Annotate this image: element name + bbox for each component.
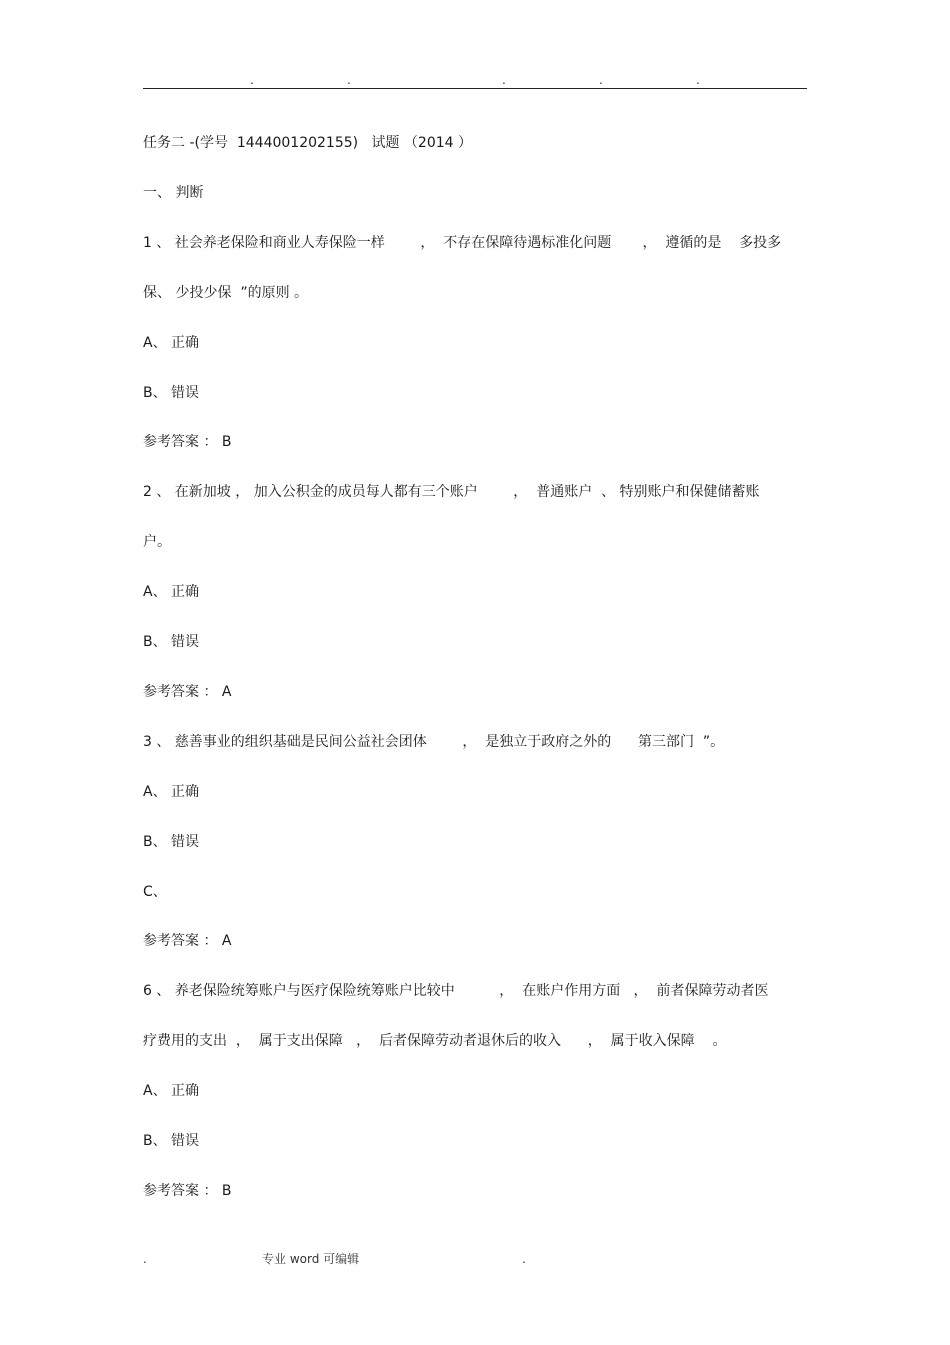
header-dot: . [347, 73, 351, 87]
question-text: 6 、 养老保险统筹账户与医疗保险统筹账户比较中 ， 在账户作用方面 ， 前者保障劳动者医 [143, 983, 769, 999]
option-b: B、 错误 [143, 834, 200, 850]
option-a: A、 正确 [143, 584, 200, 600]
header-rule [143, 88, 807, 89]
header-dot: . [696, 73, 700, 87]
footer-right-dot: . [522, 1252, 526, 1266]
option-b: B、 错误 [143, 634, 200, 650]
footer-left-dot: . [143, 1252, 147, 1266]
option-b: B、 错误 [143, 385, 200, 401]
option-c: C、 [143, 884, 167, 900]
header-dot: . [502, 73, 506, 87]
section-heading: 一、 判断 [143, 185, 204, 201]
question-text: 3 、 慈善事业的组织基础是民间公益社会团体 ， 是独立于政府之外的 第三部门 ”。 [143, 734, 725, 750]
answer: 参考答案 ： A [143, 933, 232, 949]
question-text: 1 、 社会养老保险和商业人寿保险一样 ， 不存在保障待遇标准化问题 ， 遵循的是 多投多 [143, 235, 782, 251]
question-text: 2 、 在新加坡 ， 加入公积金的成员每人都有三个账户 ， 普通账户 、 特别账户和保健储蓄账 [143, 484, 760, 500]
option-a: A、 正确 [143, 784, 200, 800]
document-title: 任务二 -(学号 1444001202155) 试题 （2014 ） [143, 135, 472, 151]
header-dot: . [250, 73, 254, 87]
option-a: A、 正确 [143, 1083, 200, 1099]
footer-text: 专业 word 可编辑 [262, 1252, 360, 1266]
question-text: 户。 [143, 534, 171, 550]
answer: 参考答案 ： B [143, 1183, 232, 1199]
answer: 参考答案 ： A [143, 684, 232, 700]
option-b: B、 错误 [143, 1133, 200, 1149]
option-a: A、 正确 [143, 335, 200, 351]
question-text: 保、 少投少保 ”的原则 。 [143, 285, 309, 301]
question-text: 疗费用的支出 ， 属于支出保障 ， 后者保障劳动者退休后的收入 ， 属于收入保障 。 [143, 1033, 727, 1049]
answer: 参考答案 ： B [143, 434, 232, 450]
header-dot: . [599, 73, 603, 87]
